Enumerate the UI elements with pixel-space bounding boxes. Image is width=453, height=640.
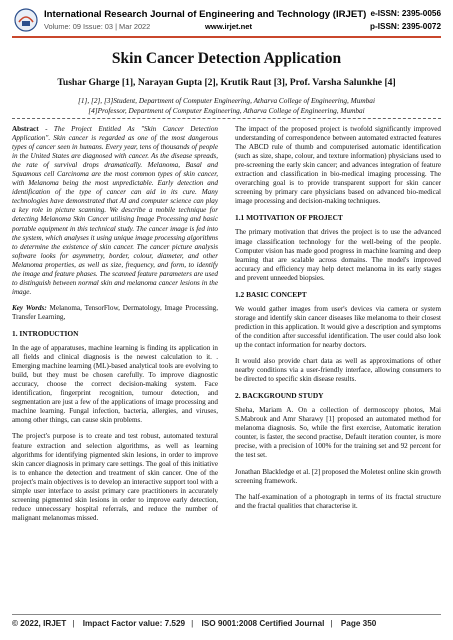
motivation-heading: 1.1 MOTIVATION OF PROJECT	[235, 213, 343, 223]
affiliation-students: [1], [2], [3]Student, Department of Computer Engineering, Atharva College of Engineering, Mumbai	[78, 96, 375, 105]
header-rule	[12, 36, 441, 38]
abstract-label: Abstract	[12, 125, 39, 133]
basic-concept-paragraph-1: We would gather images from user's devices via camera or system storage and identify skin cancer diseases like melanoma to their closest prediction in this application. It would give a description and symptoms of the condition after successful identification. The user could also look up the contact information for nearby doctors.	[235, 304, 441, 349]
paper-authors: Tushar Gharge [1], Narayan Gupta [2], Krutik Raut [3], Prof. Varsha Salunkhe [4]	[57, 77, 396, 88]
page-footer: © 2022, IRJET | Impact Factor value: 7.529 | ISO 9001:2008 Certified Journal | Page 350	[12, 619, 377, 628]
pissn: p-ISSN: 2395-0072	[370, 22, 441, 31]
journal-title: International Research Journal of Engineering and Technology (IRJET)	[44, 9, 367, 20]
journal-header	[0, 0, 453, 40]
background-paragraph-2: Jonathan Blackledge et al. [2] proposed the Moletest online skin growth screening framework.	[235, 467, 441, 485]
keywords-text: Melanoma, TensorFlow, Dermatology, Image Processing, Transfer Learning,	[12, 303, 219, 321]
background-paragraph-3: The half-examination of a photograph in terms of its fractal structure and the fractal qualities that characterise it.	[235, 492, 441, 510]
keywords-paragraph	[12, 304, 218, 322]
footer-copyright: © 2022, IRJET	[12, 619, 67, 628]
intro-paragraph-2: The project's purpose is to create and test robust, automated textural feature extraction and selection algorithms, as well as learning algorithms for identifying pigmented skin lesions, in order to improve skin cancer diagnosis in primary care settings. The goal of this initiative is to enhance the detection and treatment of skin cancer. One of the project's main objectives is to develop an interactive support tool with a simple user interface to assist primary care practitioners in accurately screening pigmented skin lesions in order to improve early detection, reduce unnecessary hospital referrals, and reduce the number of malignant melanomas missed.	[12, 432, 218, 522]
background-heading: 2. BACKGROUND STUDY	[235, 391, 324, 401]
irjet-logo-icon	[14, 8, 38, 32]
abstract-paragraph	[12, 125, 218, 297]
footer-rule	[12, 614, 441, 615]
intro-heading: 1. INTRODUCTION	[12, 328, 79, 338]
keywords-label: Key Words:	[12, 303, 47, 312]
paper-title: Skin Cancer Detection Application	[111, 50, 342, 67]
affiliation-professor: [4]Professor, Department of Computer Engineering, Atharva College of Engineering, Mumbai	[88, 106, 365, 115]
motivation-paragraph: The primary motivation that drives the project is to use the advanced image classification technology for the well-being of the people. Computer vision has made good progress in machine learning and deep learning that are scalable across domains. The model's improved accuracy and efficiency may help detect melanoma in its early stages and prevent unneeded biopsies.	[235, 228, 441, 282]
footer-iso: ISO 9001:2008 Certified Journal	[201, 619, 325, 628]
intro-paragraph-1: In the age of apparatuses, machine learning is finding its application in all fields and clinical diagnosis is the newest calculation to it. . Emerging machine learning (ML)-based analytical tools are evolving to build, but they must be chosen carefully. To improve diagnostic accuracy, choose the correct decision-making system. Face identification, fingerprint recognition, tumour detection, and segmentation are just a few of the applications of image processing and machine learning. Fungal infection, bacteria, allergies, and viruses, among other things, can cause skin problems.	[12, 344, 218, 425]
background-paragraph-1: Sheha, Mariam A. On a collection of dermoscopy photos, Mai S.Mabrouk and Amr Sharawy [1] proposed an automated method for melanoma diagnosis. So, while the first exercise, Automatic iteration counter, is faster, the second practise, Default iteration counter, is more precise, with a precision of 100% for the training set and 92 percent for the test set.	[235, 406, 441, 460]
impact-paragraph: The impact of the proposed project is twofold significantly improved understanding of correspondence between automated extracted features The ABCD rule of thumb and computerised automatic identification (such as size, shape, colour, and texture information) physicians used to pre-screening the early skin cancer; and advances integration of feature extraction and classification in bio-medical imaging processing. The overarching goal is to provide transparent support for skin cancer screening by primary care physicians based on advanced bio-medical image processing and decision-making techniques.	[235, 125, 441, 206]
volume-issue: Volume: 09 Issue: 03 | Mar 2022	[44, 22, 151, 31]
journal-website-link[interactable]: www.irjet.net	[205, 22, 252, 31]
footer-impact-factor: Impact Factor value: 7.529	[82, 619, 186, 628]
basic-concept-paragraph-2: It would also provide chart data as well as approximations of other nearby conditions via a user-friendly interface, allowing consumers to be directed to specific skin disease results.	[235, 357, 441, 384]
section-divider	[12, 118, 441, 119]
footer-page-number: Page 350	[340, 619, 377, 628]
left-column	[12, 125, 218, 530]
right-column	[235, 125, 441, 518]
eissn: e-ISSN: 2395-0056	[370, 9, 441, 18]
basic-concept-heading: 1.2 BASIC CONCEPT	[235, 289, 307, 299]
abstract-text: - The Project Entitled As "Skin Cancer Detection Application". Skin cancer is regarded as one of the most dangerous types of cancer seen in humans. Every year, tens of thousands of people in the United States are diagnosed with cancer. As the disease spreads, the rate of survival drops dramatically. Melanoma, Basal and Squamous cell Carcinoma are the most common types of skin cancer, with Melanoma being the most unpredictable. Early detection and identification of the type of cancer can aid in its cure. Many technologies have demonstrated that AI and computer science can play a key role in picture scanning. We describe a mobile technique for detecting Melanoma Skin Cancer utilising Image Processing and basic portable equipment in this technical study. The cancer image is fed into the system, which analyses it using unique image processing algorithms to determine the existence of skin cancer. The cancer picture analysis software looks for asymmetry, border, colour, diameter, and other Melanoma properties, as well as size, frequency, and form, to identify the image and feature phases. The scanned feature parameters are used to distinguish between normal skin and melanoma cancer lesions in the image.	[12, 125, 218, 296]
